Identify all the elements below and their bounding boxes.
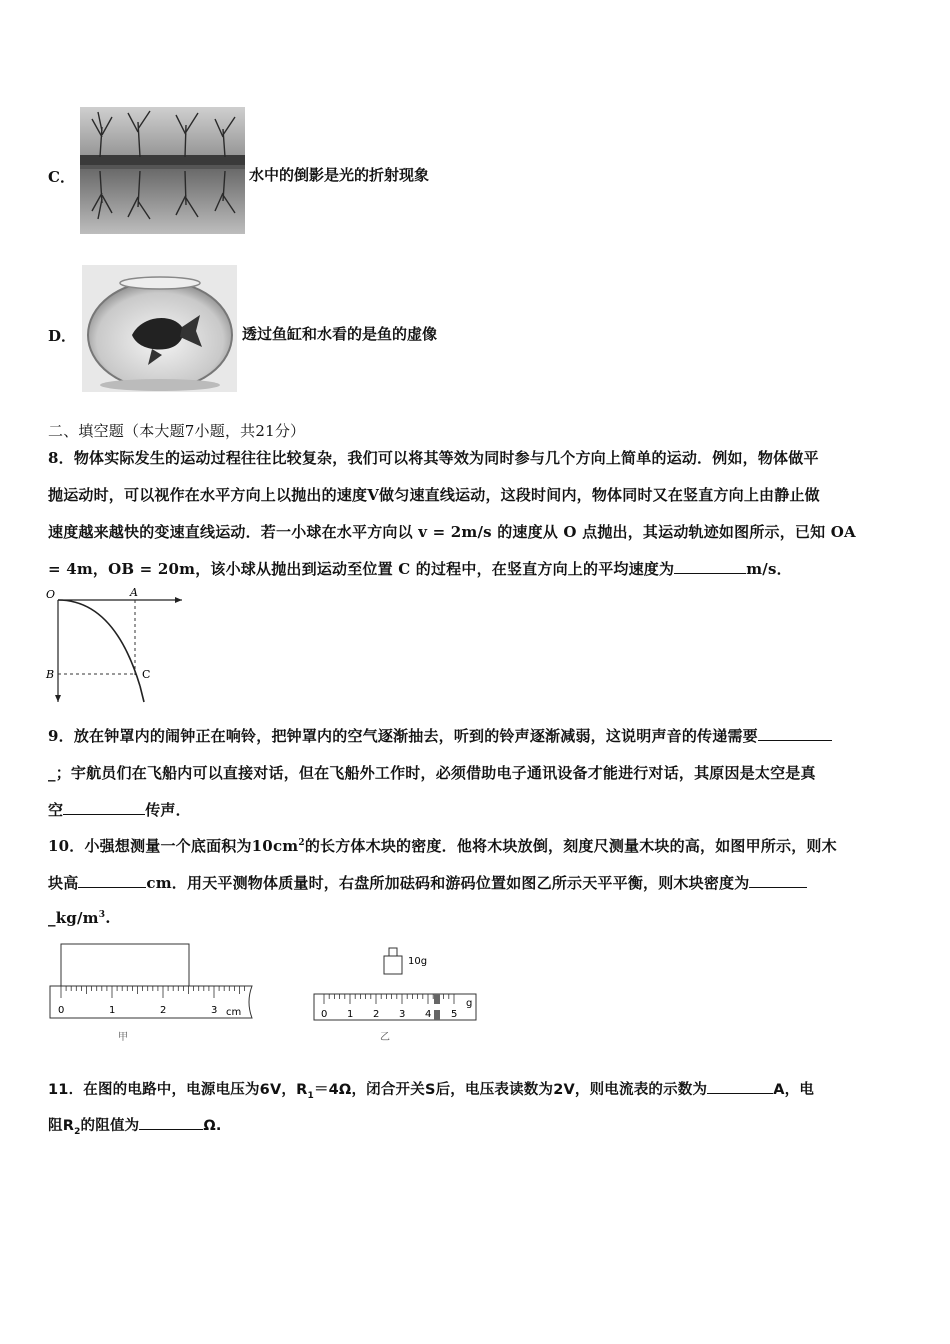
q10-line3-end: . [105, 909, 111, 927]
q10-line1-rest: 的长方体木块的密度．他将木块放倒，刻度尺测量木块的高，如图甲所示，则木 [304, 837, 837, 855]
q11-line2-text: 阻R [48, 1118, 75, 1134]
q11-line1-end: A，电 [773, 1082, 815, 1098]
q9-line1-text: 9．放在钟罩内的闹钟正在响铃，把钟罩内的空气逐渐抽去，听到的铃声逐渐减弱，这说明声音的传递需要 [48, 727, 758, 745]
weight-label: 10g [408, 956, 428, 967]
q9-line3-end: 传声． [145, 801, 191, 819]
scale-tick-3: 3 [399, 1009, 406, 1020]
q10-line1 [48, 835, 837, 856]
fig-caption-jia: 甲 [118, 1032, 128, 1043]
option-c-label: C． [48, 168, 75, 186]
fig-caption-yi: 乙 [380, 1032, 390, 1043]
q8-line1: 8．物体实际发生的运动过程往往比较复杂，我们可以将其等效为同时参与几个方向上简单的运动．例如，物体做平 [48, 449, 819, 467]
q11-line2-end: Ω. [203, 1118, 222, 1134]
q8-line2: 抛运动时，可以视作在水平方向上以抛出的速度V做匀速直线运动，这段时间内，物体同时又在竖直方向上由静止做 [48, 486, 820, 504]
q9-line3-text: 空 [48, 801, 64, 819]
scale-tick-1: 1 [347, 1009, 354, 1020]
q10-sup-3: 3 [98, 910, 106, 920]
q9-line3 [48, 799, 191, 820]
ruler-body [50, 986, 252, 1018]
q10-line2-text: 块高 [48, 874, 79, 892]
q10-sup-2: 2 [298, 838, 305, 848]
q10-line3-text: _kg/m [48, 909, 99, 927]
q11-current-blank[interactable] [707, 1079, 773, 1094]
q11-line1-text: 11．在图的电路中，电源电压为6V，R [48, 1082, 308, 1098]
x-axis-arrow [175, 597, 182, 603]
fishbowl-image [82, 265, 237, 392]
q10-line3 [48, 909, 111, 927]
q11-line1-rest: ＝4Ω，闭合开关S后，电压表读数为2V，则电流表的示数为 [313, 1082, 708, 1098]
reflection-image [80, 107, 245, 234]
weight-10g [384, 956, 402, 974]
scale-unit: g [466, 998, 473, 1009]
q8-line4-unit: m/s． [746, 560, 792, 578]
q10-line2-rest: cm．用天平测物体质量时，右盘所加砝码和游码位置如图乙所示天平平衡，则木块密度为 [146, 874, 750, 892]
wood-block [61, 944, 189, 986]
q10-density-blank[interactable] [749, 873, 807, 888]
label-b: B [46, 668, 55, 681]
q8-trajectory-figure [44, 586, 189, 708]
reflection-photo [80, 107, 245, 234]
rider [434, 994, 440, 1004]
q11-sub-1: 1 [307, 1090, 314, 1101]
option-d-text: 透过鱼缸和水看的是鱼的虚像 [242, 325, 438, 343]
q10-line1-text: 10．小强想测量一个底面积为10cm [48, 837, 299, 855]
scale-tick-4: 4 [425, 1009, 432, 1020]
ruler-unit: cm [226, 1007, 242, 1018]
q11-line1 [48, 1078, 814, 1101]
ruler-figure [46, 942, 258, 1046]
scale-tick-2: 2 [373, 1009, 380, 1020]
q10-line2 [48, 872, 807, 893]
scale-tick-0: 0 [321, 1009, 328, 1020]
q9-line2: _；宇航员们在飞船内可以直接对话，但在飞船外工作时，必须借助电子通讯设备才能进行对话，其原因是太空是真 [48, 764, 816, 782]
label-a: A [130, 586, 138, 599]
option-d-label: D． [48, 327, 77, 345]
trajectory-curve [58, 600, 140, 686]
q8-line4 [48, 558, 792, 579]
y-axis-arrow [55, 695, 61, 702]
label-c: C [142, 668, 151, 681]
q11-line2 [48, 1114, 222, 1137]
q8-line4-text: = 4m，OB = 20m，该小球从抛出到运动至位置 C 的过程中，在竖直方向上的平均速度为 [48, 560, 675, 578]
q9-answer-blank-1[interactable] [758, 726, 832, 741]
ruler-tick-3: 3 [211, 1005, 218, 1016]
q11-sub-2: 2 [74, 1126, 81, 1137]
weight-handle [389, 948, 397, 956]
balance-figure [310, 942, 480, 1046]
ruler-tick-0: 0 [58, 1005, 65, 1016]
q9-answer-blank-2[interactable] [63, 800, 145, 815]
ruler-tick-2: 2 [160, 1005, 167, 1016]
q8-answer-blank[interactable] [674, 559, 746, 574]
label-o: O [46, 588, 56, 601]
q11-line2-rest: 的阻值为 [80, 1118, 140, 1134]
q10-height-blank[interactable] [78, 873, 146, 888]
fishbowl-photo [82, 265, 237, 392]
rider-bottom [434, 1010, 440, 1020]
scale-tick-5: 5 [451, 1009, 458, 1020]
section-title: 二、填空题（本大题7小题，共21分） [48, 422, 306, 440]
trajectory-tail [140, 686, 144, 702]
q9-line1 [48, 725, 832, 746]
option-c-text: 水中的倒影是光的折射现象 [249, 166, 430, 184]
q11-resistance-blank[interactable] [139, 1115, 203, 1130]
ruler-tick-1: 1 [109, 1005, 116, 1016]
q8-line3: 速度越来越快的变速直线运动．若一小球在水平方向以 v = 2m/s 的速度从 O 点抛出，其运动轨迹如图所示，已知 OA [48, 523, 856, 541]
